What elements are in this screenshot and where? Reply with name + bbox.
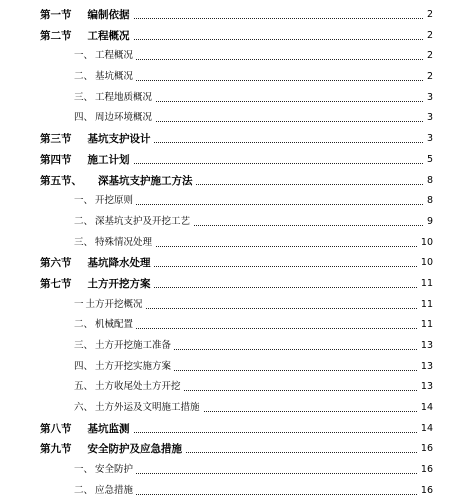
toc-page-number: [393, 132, 433, 146]
toc-entry-number: 第七节: [40, 277, 72, 290]
toc-entry-title: 土方收尾处土方开挖: [95, 381, 181, 393]
toc-subsection-entry[interactable]: [0, 66, 469, 87]
toc-entry-number: 一、: [74, 195, 94, 207]
page-number-text: 14: [418, 402, 433, 413]
page-number-text: 16: [418, 464, 433, 475]
page-number-text: 2: [424, 9, 433, 20]
toc-page-number: [393, 215, 433, 229]
toc-entry-title: 工程概况: [95, 50, 134, 62]
page-number-text: 13: [418, 381, 433, 392]
toc-entry-number: 二、: [74, 484, 94, 496]
page-number-text: 5: [424, 154, 433, 165]
toc-entry-title: 机械配置: [95, 319, 134, 331]
toc-subsection-entry[interactable]: [0, 211, 469, 232]
toc-entry-number: 一、: [74, 50, 94, 62]
toc-section-entry[interactable]: [0, 128, 469, 149]
toc-subsection-entry[interactable]: [0, 459, 469, 480]
toc-entry-title: 深基坑支护施工方法: [98, 174, 193, 187]
toc-entry-number: 三、: [74, 91, 94, 103]
toc-entry-label: [74, 49, 136, 63]
toc-section-entry[interactable]: [0, 418, 469, 439]
toc-entry-number: 五、: [74, 381, 94, 393]
page-number-text: 3: [424, 133, 433, 144]
toc-entry-title: 工程概况: [87, 29, 130, 42]
page-number-text: 16: [418, 485, 433, 496]
page-number-text: 2: [424, 50, 433, 61]
toc-entry-number: 一、: [74, 464, 94, 476]
toc-section-entry[interactable]: [0, 4, 469, 25]
toc-page-number: [393, 153, 433, 167]
toc-entry-label: [74, 111, 155, 125]
page-number-text: 11: [418, 278, 433, 289]
toc-entry-label: [74, 298, 146, 312]
toc-entry-number: 三、: [74, 340, 94, 351]
toc-entry-number: 三、: [74, 236, 94, 248]
toc-page-number: [393, 422, 433, 436]
table-of-contents: [0, 4, 469, 501]
toc-entry-label: [40, 422, 133, 436]
toc-entry-title: 深基坑支护及开挖工艺: [95, 215, 191, 227]
page-number-text: 16: [418, 443, 433, 454]
toc-entry-number: 一: [74, 298, 84, 310]
toc-entry-number: 第五节、: [40, 174, 82, 187]
page-number-text: 3: [424, 92, 433, 103]
toc-entry-label: [74, 339, 174, 353]
toc-subsection-entry[interactable]: [0, 356, 469, 377]
toc-page-number: [393, 401, 433, 415]
toc-page-number: [393, 194, 433, 208]
toc-page-number: [393, 29, 433, 43]
toc-page-number: [393, 236, 433, 250]
toc-entry-label: [40, 8, 133, 22]
toc-entry-number: 四、: [74, 112, 94, 124]
toc-subsection-entry[interactable]: [0, 45, 469, 66]
toc-entry-number: 二、: [74, 71, 94, 83]
toc-entry-label: [74, 360, 174, 374]
toc-entry-title: 周边环境概况: [95, 112, 153, 124]
toc-entry-title: 基坑降水处理: [87, 257, 151, 270]
toc-page-number: [393, 49, 433, 63]
toc-entry-title: 土方外运及文明施工措施: [95, 402, 200, 414]
toc-page-number: [393, 360, 433, 374]
page-number-text: 2: [424, 30, 433, 41]
toc-page-number: [393, 484, 433, 498]
toc-section-entry[interactable]: [0, 25, 469, 46]
toc-entry-number: 第九节: [40, 443, 72, 456]
toc-entry-title: 土方开挖方案: [87, 277, 151, 290]
toc-subsection-entry[interactable]: [0, 376, 469, 397]
toc-subsection-entry[interactable]: [0, 480, 469, 501]
toc-page-number: [393, 277, 433, 291]
toc-entry-label: [74, 318, 136, 332]
toc-entry-title: 土方开挖施工准备: [95, 340, 172, 351]
toc-subsection-entry[interactable]: [0, 107, 469, 128]
toc-section-entry[interactable]: [0, 273, 469, 294]
toc-entry-label: [74, 463, 136, 477]
toc-entry-label: [40, 132, 154, 146]
page-number-text: 11: [418, 299, 433, 310]
toc-subsection-entry[interactable]: [0, 314, 469, 335]
toc-entry-title: 施工计划: [87, 153, 130, 166]
toc-entry-label: [40, 256, 154, 270]
toc-page-number: [393, 111, 433, 125]
toc-page-number: [393, 174, 433, 188]
toc-entry-title: 基坑概况: [95, 71, 134, 83]
page-number-text: 11: [418, 319, 433, 330]
toc-entry-title: 土方开挖实施方案: [95, 360, 172, 372]
toc-entry-title: 编制依据: [87, 9, 130, 21]
page-number-text: 13: [418, 340, 433, 351]
toc-entry-label: [74, 91, 155, 105]
page-number-text: 13: [418, 361, 433, 372]
toc-entry-label: [74, 380, 184, 394]
page-number-text: 8: [424, 175, 433, 186]
toc-entry-label: [74, 484, 136, 498]
toc-subsection-entry[interactable]: [0, 232, 469, 253]
toc-entry-label: [74, 215, 193, 229]
toc-entry-label: [40, 277, 154, 291]
page-number-text: 10: [418, 237, 433, 248]
toc-entry-number: 第四节: [40, 153, 72, 166]
toc-page-number: [393, 91, 433, 105]
toc-section-entry[interactable]: [0, 252, 469, 273]
toc-page-number: [393, 380, 433, 394]
page-number-text: 3: [424, 112, 433, 123]
toc-subsection-entry[interactable]: [0, 294, 469, 315]
toc-entry-title: 特殊情况处理: [95, 236, 153, 248]
toc-page-number: [393, 318, 433, 332]
toc-entry-title: 安全防护: [95, 464, 134, 476]
toc-entry-label: [74, 194, 136, 208]
toc-entry-label: [40, 29, 133, 43]
toc-entry-number: 第一节: [40, 9, 72, 21]
toc-page-number: [393, 8, 433, 22]
toc-entry-label: [40, 442, 185, 456]
toc-entry-number: 第三节: [40, 133, 72, 146]
toc-entry-number: 第二节: [40, 29, 72, 42]
toc-subsection-entry[interactable]: [0, 335, 469, 356]
toc-page-number: [393, 463, 433, 477]
toc-entry-label: [74, 236, 155, 250]
toc-entry-number: 六、: [74, 402, 94, 414]
toc-entry-title: 基坑监测: [87, 422, 130, 435]
toc-entry-title: 应急措施: [95, 484, 134, 496]
toc-page-number: [393, 339, 433, 353]
toc-entry-label: [74, 401, 203, 415]
toc-page-number: [393, 298, 433, 312]
toc-section-entry[interactable]: [0, 438, 469, 459]
page-number-text: 9: [424, 216, 433, 227]
page-number-text: 10: [418, 257, 433, 268]
toc-entry-number: 二、: [74, 319, 94, 331]
toc-entry-title: 土方开挖概况: [85, 298, 143, 310]
toc-entry-title: 工程地质概况: [95, 91, 153, 103]
toc-section-entry[interactable]: [0, 170, 469, 191]
toc-page-number: [393, 442, 433, 456]
page-number-text: 8: [424, 195, 433, 206]
toc-entry-number: 四、: [74, 360, 94, 372]
toc-entry-title: 基坑支护设计: [87, 133, 151, 146]
toc-entry-title: 开挖原则: [95, 195, 134, 207]
toc-entry-label: [40, 153, 133, 167]
toc-entry-number: 第六节: [40, 257, 72, 270]
toc-section-entry[interactable]: [0, 149, 469, 170]
toc-subsection-entry[interactable]: [0, 397, 469, 418]
toc-entry-label: [74, 70, 136, 84]
page-number-text: 14: [418, 423, 433, 434]
toc-entry-number: 第八节: [40, 422, 72, 435]
toc-subsection-entry[interactable]: [0, 87, 469, 108]
toc-entry-label: [40, 174, 196, 188]
page-number-text: 2: [424, 71, 433, 82]
toc-entry-title: 安全防护及应急措施: [87, 443, 182, 456]
toc-entry-number: 二、: [74, 215, 94, 227]
toc-page-number: [393, 256, 433, 270]
toc-subsection-entry[interactable]: [0, 190, 469, 211]
toc-page-number: [393, 70, 433, 84]
